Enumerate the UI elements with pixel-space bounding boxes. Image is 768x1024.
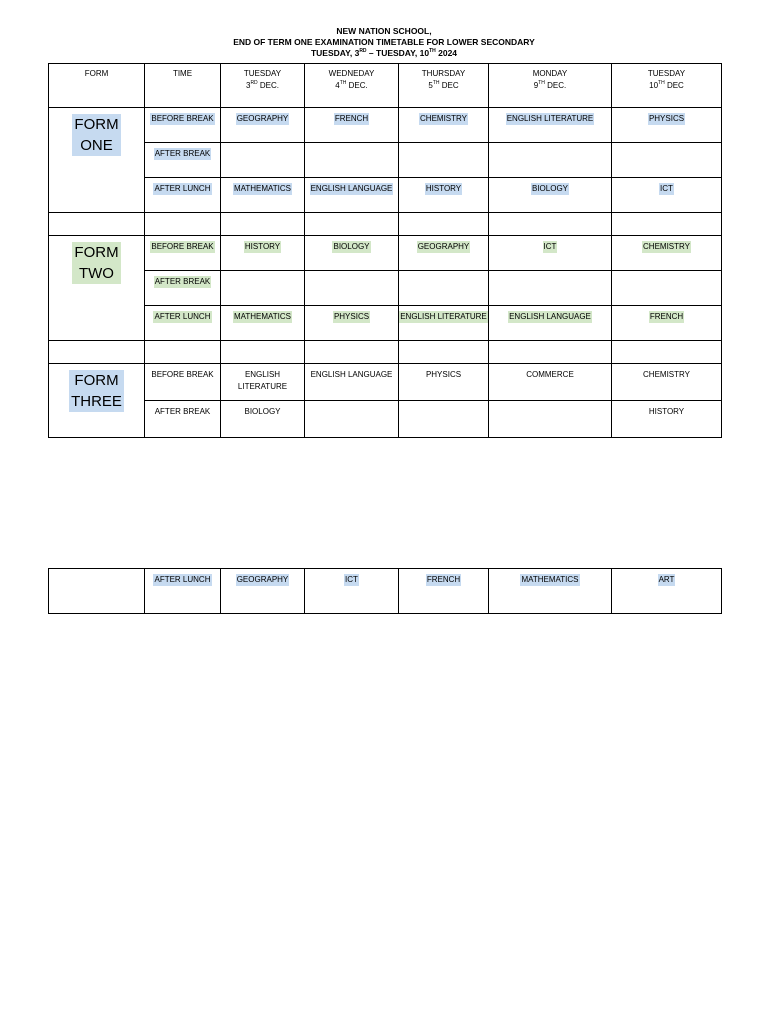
subject-cell: ENGLISH LANGUAGE (305, 178, 399, 213)
subject-cell (305, 271, 399, 306)
subject-cell: GEOGRAPHY (221, 108, 305, 143)
subject-cell (399, 401, 489, 438)
timetable-table (48, 63, 722, 438)
subject-cell: ICT (612, 178, 722, 213)
subject-cell: HISTORY (221, 236, 305, 271)
subject-cell (489, 271, 612, 306)
time-slot-cell: BEFORE BREAK (145, 236, 221, 271)
subject-cell: HISTORY (399, 178, 489, 213)
table-row (49, 271, 722, 306)
subject-cell: ENGLISH LITERATURE (489, 108, 612, 143)
subject-cell: ENGLISH LANGUAGE (305, 364, 399, 401)
time-slot-cell: AFTER LUNCH (145, 178, 221, 213)
subject-cell: MATHEMATICS (221, 178, 305, 213)
day-column-header: MONDAY 9TH DEC. (489, 64, 612, 108)
subject-cell (305, 401, 399, 438)
form-three-label: FORM THREE (71, 372, 122, 410)
subject-cell (221, 143, 305, 178)
subject-cell (399, 271, 489, 306)
table-row (49, 108, 722, 143)
timetable-continuation-table (48, 568, 722, 614)
subject-cell (221, 271, 305, 306)
subject-cell (305, 143, 399, 178)
form-one-cell (49, 108, 145, 213)
time-slot-cell: BEFORE BREAK (145, 364, 221, 401)
subject-cell: PHYSICS (305, 306, 399, 341)
time-slot-cell: BEFORE BREAK (145, 108, 221, 143)
subject-cell: GEOGRAPHY (399, 236, 489, 271)
subject-cell: BIOLOGY (221, 401, 305, 438)
subject-cell: CHEMISTRY (612, 364, 722, 401)
subject-cell: ART (612, 569, 722, 614)
table-row (49, 306, 722, 341)
subject-cell: COMMERCE (489, 364, 612, 401)
subject-cell: HISTORY (612, 401, 722, 438)
time-slot-cell: AFTER BREAK (145, 401, 221, 438)
day-column-header: THURSDAY 5TH DEC (399, 64, 489, 108)
form-one-label: FORM ONE (74, 116, 119, 154)
table-row (49, 236, 722, 271)
school-name: NEW NATION SCHOOL, (336, 26, 432, 36)
subject-cell: BIOLOGY (489, 178, 612, 213)
subject-cell: ENGLISH LANGUAGE (489, 306, 612, 341)
time-slot-cell: AFTER BREAK (145, 271, 221, 306)
timetable-header (0, 26, 768, 59)
subject-cell: GEOGRAPHY (221, 569, 305, 614)
subject-cell: MATHEMATICS (489, 569, 612, 614)
subject-cell: FRENCH (399, 569, 489, 614)
subject-cell (489, 143, 612, 178)
table-row (49, 364, 722, 401)
subject-cell (612, 271, 722, 306)
subject-cell: ICT (305, 569, 399, 614)
subject-cell: ENGLISH LITERATURE (399, 306, 489, 341)
day-column-header: TUESDAY 3RD DEC. (221, 64, 305, 108)
table-row (49, 178, 722, 213)
date-range: TUESDAY, 3RD – TUESDAY, 10TH 2024 (310, 48, 458, 58)
form-two-cell (49, 236, 145, 341)
subject-cell: CHEMISTRY (612, 236, 722, 271)
subject-cell: BIOLOGY (305, 236, 399, 271)
day-column-header: TUESDAY 10TH DEC (612, 64, 722, 108)
form-cell (49, 569, 145, 614)
subject-cell: ICT (489, 236, 612, 271)
subject-cell: FRENCH (305, 108, 399, 143)
table-row (49, 143, 722, 178)
time-slot-cell: AFTER LUNCH (145, 569, 221, 614)
subject-cell: ENGLISH LITERATURE (221, 364, 305, 401)
form-column-header: FORM (49, 64, 145, 108)
column-header-row (49, 64, 722, 108)
subject-cell (489, 401, 612, 438)
timetable-title: END OF TERM ONE EXAMINATION TIMETABLE FOR LOWER SECONDARY (233, 37, 535, 47)
time-column-header: TIME (145, 64, 221, 108)
table-row (49, 569, 722, 614)
time-slot-cell: AFTER LUNCH (145, 306, 221, 341)
subject-cell: FRENCH (612, 306, 722, 341)
subject-cell: MATHEMATICS (221, 306, 305, 341)
form-two-label: FORM TWO (74, 244, 119, 282)
time-slot-cell: AFTER BREAK (145, 143, 221, 178)
subject-cell: CHEMISTRY (399, 108, 489, 143)
subject-cell (399, 143, 489, 178)
spacer-row (49, 213, 722, 236)
spacer-row (49, 341, 722, 364)
subject-cell (612, 143, 722, 178)
subject-cell: PHYSICS (399, 364, 489, 401)
subject-cell: PHYSICS (612, 108, 722, 143)
table-row (49, 401, 722, 438)
form-three-cell (49, 364, 145, 438)
day-column-header: WEDNEDAY 4TH DEC. (305, 64, 399, 108)
